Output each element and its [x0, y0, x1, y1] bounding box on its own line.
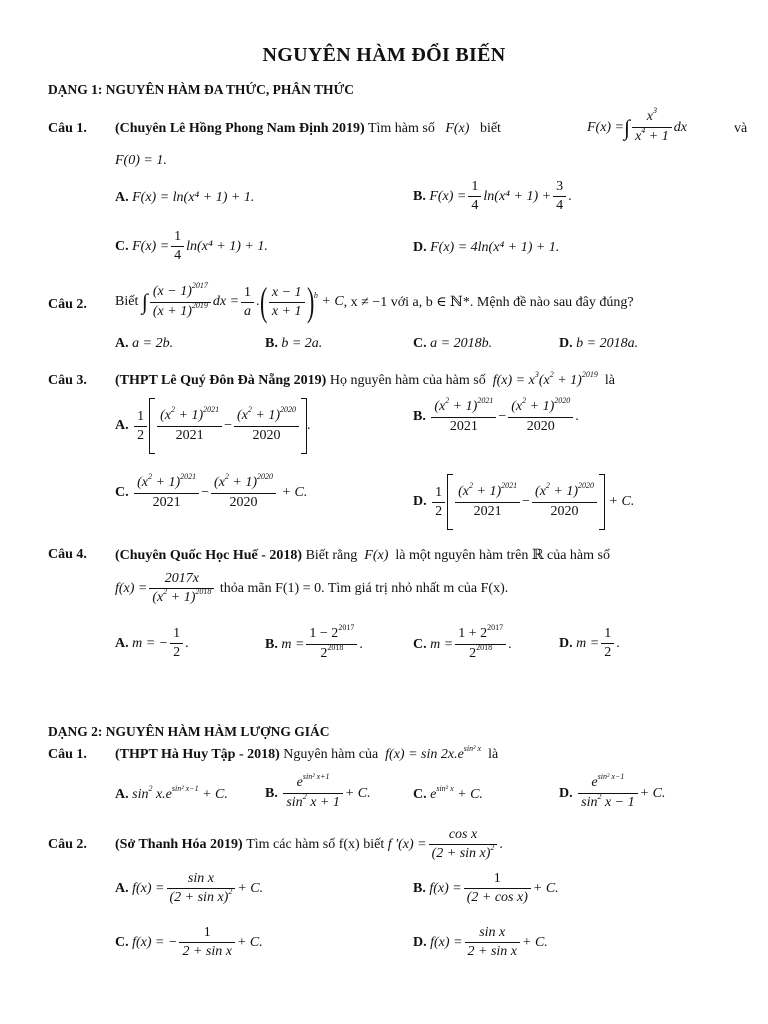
option-b[interactable]: B. $\frac{e^{sin^2 x+1}}{\sin^2 x + 1}$ + C.: [265, 772, 371, 810]
question-text: (Chuyên Quốc Học Huế - 2018) Biết rằng F(x) là một nguyên hàm trên ℝ của hàm số: [115, 548, 610, 563]
question-label: Câu 1.: [48, 747, 87, 762]
option-c[interactable]: C. $e^{sin^2 x} + C$.: [413, 784, 483, 802]
page-title: NGUYÊN HÀM ĐỔI BIẾN: [262, 44, 506, 66]
option-b[interactable]: B. m = $\frac{1 - 2^{2017}}{2^{2018}}$ .: [265, 623, 363, 661]
option-b[interactable]: B. b = 2a.: [265, 336, 323, 351]
option-c[interactable]: C. F(x) = $\frac{1}{4}$ ln(x⁴ + 1) + 1.: [115, 229, 268, 263]
option-d[interactable]: D. m = $\frac{1}{2}$ .: [559, 626, 620, 660]
option-a[interactable]: A. a = 2b.: [115, 336, 174, 351]
question-label: Câu 3.: [48, 373, 87, 388]
question-text: Biết ∫ $\frac{(x - 1)^{2017}}{(x + 1)^{2019}}$ dx = $\frac{1}{a}$ . ( $\frac{x - 1}{x + 1}$ ) b + C , x ≠ −1 với a, b ∈ ℕ*. Mệnh đề nào sau đây đúng?: [115, 279, 634, 324]
option-c[interactable]: C. m = $\frac{1 + 2^{2017}}{2^{2018}}$ .: [413, 623, 512, 661]
question-condition: F(0) = 1.: [115, 153, 167, 168]
option-c[interactable]: C. a = 2018b.: [413, 336, 493, 351]
option-b[interactable]: B. f(x) = $\frac{1}{\text{(2 + cos x)}}$ + C.: [413, 871, 559, 905]
option-b[interactable]: B. F(x) = $\frac{1}{4}$ ln(x⁴ + 1) + $\frac{3}{4}$ .: [413, 179, 572, 213]
question-text: (Sở Thanh Hóa 2019) Tìm các hàm số f(x) biết f '(x) = $\frac{\text{cos x}}{(2 + \sin x)^2}$ .: [115, 827, 503, 861]
option-d[interactable]: D. f(x) = $\frac{\text{sin x}}{\text{2 + sin x}}$ + C.: [413, 925, 548, 959]
option-d[interactable]: D. F(x) = 4ln(x⁴ + 1) + 1.: [413, 240, 560, 255]
option-a[interactable]: A. $\sin^2 x.e^{sin^2 x-1} + C$.: [115, 784, 228, 802]
option-a[interactable]: A. m = − $\frac{1}{2}$ .: [115, 626, 189, 660]
question-label: Câu 1.: [48, 121, 87, 136]
option-a[interactable]: A. f(x) = $\frac{\text{sin x}}{(2 + \sin x)^2}$ + C.: [115, 871, 264, 905]
question-source: (Chuyên Lê Hồng Phong Nam Định 2019) Tìm hàm số F(x) biết: [115, 121, 501, 136]
question-text: (THPT Lê Quý Đôn Đà Nẵng 2019) Họ nguyên hàm của hàm số $f(x) = x^3(x^2 + 1)^{2019}$ là: [115, 370, 615, 388]
question-formula: f(x) = $\frac{2017x}{(x^2 + 1)^{2018}}$ thỏa mãn F(1) = 0. Tìm giá trị nhỏ nhất m của F(x).: [115, 571, 509, 605]
integral-formula: F(x) = ∫ $\frac{x^3}{x^4 + 1}$ dx: [587, 106, 687, 144]
question-text: và: [734, 121, 748, 136]
option-c[interactable]: C. f(x) = − $\frac{1}{\text{2 + sin x}}$ + C.: [115, 925, 263, 959]
option-d[interactable]: D. $\frac{e^{sin^2 x-1}}{\sin^2 x - 1}$ + C.: [559, 772, 666, 810]
option-d[interactable]: D. $\frac{1}{2}$ $\frac{(x^2 + 1)^{2021}}{2021}$ − $\frac{(x^2 + 1)^{2020}}{2020}$ + C.: [413, 474, 634, 530]
option-d[interactable]: D. b = 2018a.: [559, 336, 639, 351]
question-label: Câu 2.: [48, 297, 87, 312]
option-a[interactable]: A. $\frac{1}{2}$ $\frac{(x^2 + 1)^{2021}}{2021}$ − $\frac{(x^2 + 1)^{2020}}{2020}$ .: [115, 398, 311, 454]
section-heading-dang1: DẠNG 1: NGUYÊN HÀM ĐA THỨC, PHÂN THỨC: [48, 82, 354, 97]
option-b[interactable]: B. $\frac{(x^2 + 1)^{2021}}{2021}$ − $\frac{(x^2 + 1)^{2020}}{2020}$ .: [413, 396, 579, 434]
question-label: Câu 4.: [48, 547, 87, 562]
option-a[interactable]: A. F(x) = ln(x⁴ + 1) + 1.: [115, 190, 255, 205]
question-label: Câu 2.: [48, 837, 87, 852]
question-text: (THPT Hà Huy Tập - 2018) Nguyên hàm của $f(x) = \sin 2x.e^{sin^2 x}$ là: [115, 744, 499, 762]
option-c[interactable]: C. $\frac{(x^2 + 1)^{2021}}{2021}$ − $\frac{(x^2 + 1)^{2020}}{2020}$ + C.: [115, 472, 308, 510]
section-heading-dang2: DẠNG 2: NGUYÊN HÀM HÀM LƯỢNG GIÁC: [48, 724, 330, 739]
